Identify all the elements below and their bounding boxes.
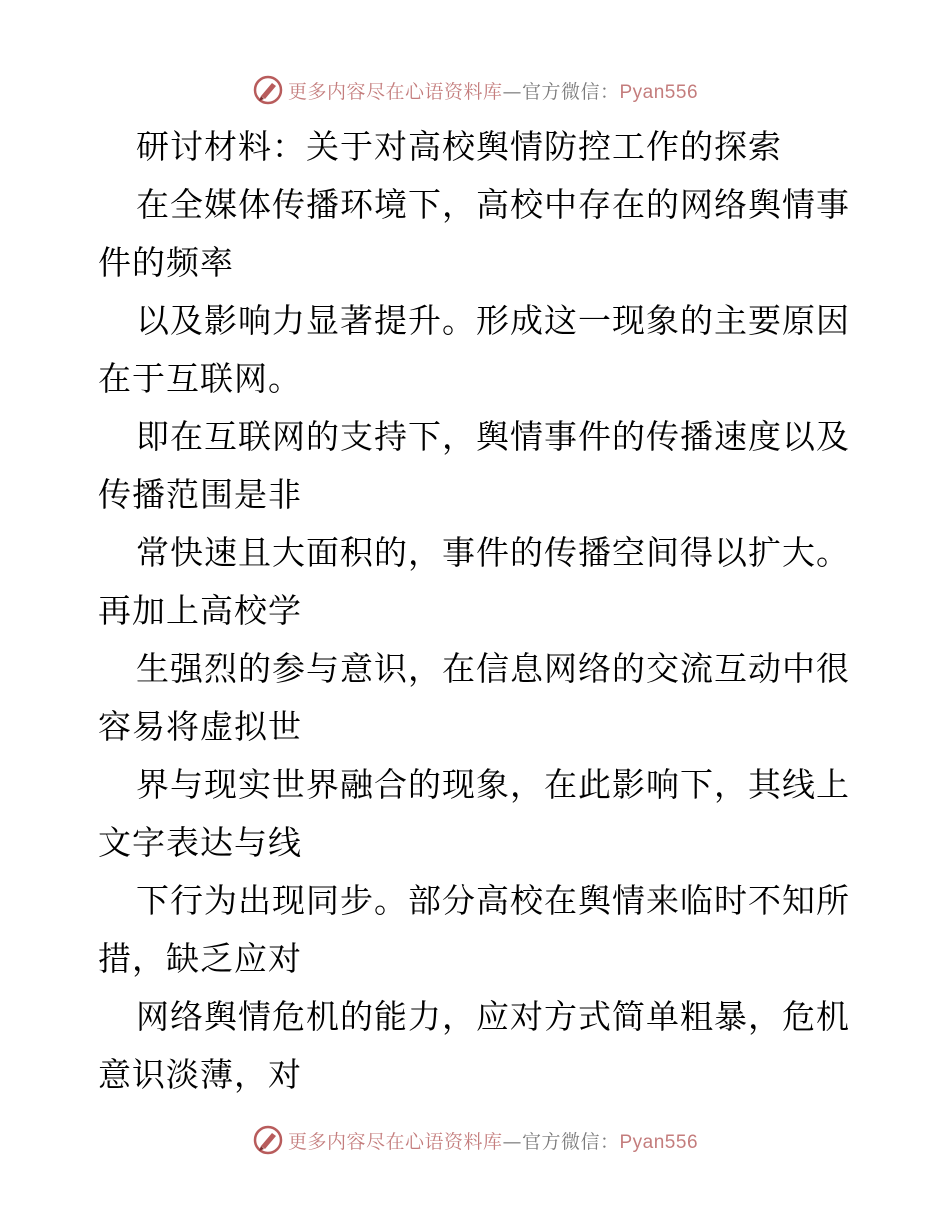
pen-logo-icon [252,1124,284,1156]
text-line: 在全媒体传播环境下，高校中存在的网络舆情事 [136,185,850,224]
text-line: 件的频率 [98,243,234,282]
text-line: 网络舆情危机的能力，应对方式简单粗暴，危机 [136,997,850,1036]
watermark-official: 官方微信： [521,80,620,103]
text-line: 界与现实世界融合的现象，在此影响下，其线上 [136,765,850,804]
document-title: 研讨材料：关于对高校舆情防控工作的探索 [136,127,782,166]
watermark-official: 官方微信： [521,1130,620,1153]
pen-logo-icon [252,74,284,106]
watermark-id: Pyan556 [619,81,699,103]
watermark-id: Pyan556 [619,1131,699,1153]
watermark-brand: 更多内容尽在心语资料库 [287,1130,503,1153]
footer-watermark [0,1120,950,1160]
text-line: 以及影响力显著提升。形成这一现象的主要原因 [136,301,850,340]
text-line: 传播范围是非 [98,475,302,514]
text-line: 在于互联网。 [98,359,302,398]
text-line: 即在互联网的支持下，舆情事件的传播速度以及 [136,417,850,456]
text-line: 再加上高校学 [98,591,302,630]
text-line: 生强烈的参与意识，在信息网络的交流互动中很 [136,649,850,688]
text-line: 常快速且大面积的，事件的传播空间得以扩大。 [136,533,850,572]
text-line: 文字表达与线 [98,823,302,862]
header-watermark [0,70,950,110]
document-body [98,118,858,1104]
text-line: 措，缺乏应对 [98,939,302,978]
watermark-brand: 更多内容尽在心语资料库 [287,80,503,103]
watermark-dash: — [502,1130,522,1153]
watermark-dash: — [502,80,522,103]
text-line: 下行为出现同步。部分高校在舆情来临时不知所 [136,881,850,920]
text-line: 容易将虚拟世 [98,707,302,746]
text-line: 意识淡薄，对 [98,1055,302,1094]
